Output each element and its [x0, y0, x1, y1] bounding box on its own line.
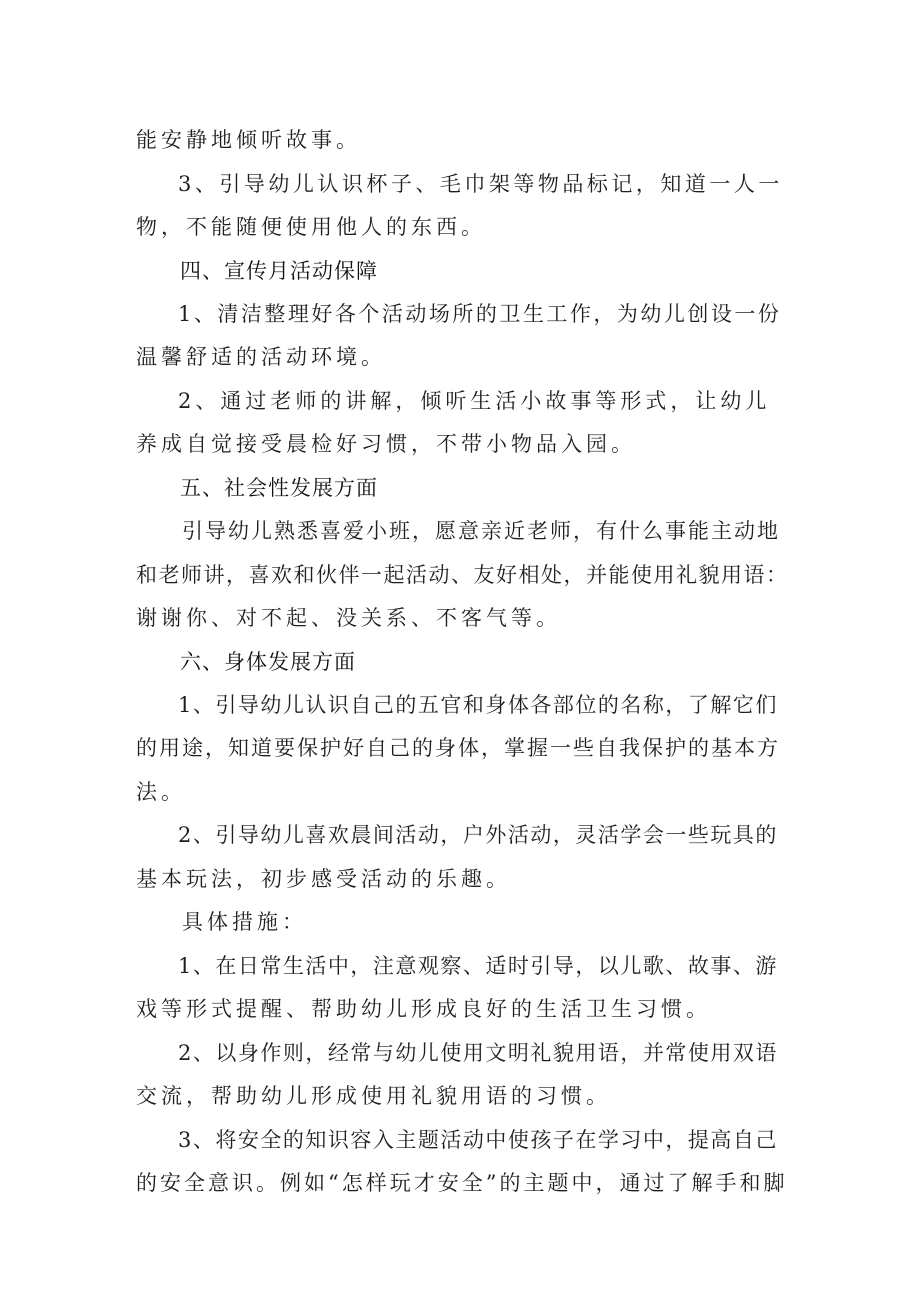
body-line: 1、引导幼儿认识自己的五官和身体各部位的名称，了解它们: [178, 693, 778, 717]
body-line: 和老师讲，喜欢和伙伴一起活动、友好相处，并能使用礼貌用语：: [136, 563, 789, 587]
body-line: 2、通过老师的讲解，倾听生活小故事等形式，让幼儿: [178, 389, 771, 413]
body-line: 基本玩法，初步感受活动的乐趣。: [136, 867, 511, 891]
section-heading: 四、宣传月活动保障: [180, 259, 378, 283]
body-line: 法。: [136, 780, 186, 804]
section-heading: 六、身体发展方面: [180, 650, 356, 674]
body-line: 的安全意识。例如“怎样玩才安全”的主题中，通过了解手和脚: [136, 1171, 788, 1195]
body-line: 引导幼儿熟悉喜爱小班，愿意亲近老师，有什么事能主动地: [182, 519, 780, 543]
body-line: 1、清洁整理好各个活动场所的卫生工作，为幼儿创设一份: [178, 302, 782, 326]
body-line: 养成自觉接受晨检好习惯，不带小物品入园。: [136, 432, 636, 456]
body-line: 1、在日常生活中，注意观察、适时引导，以儿歌、故事、游: [178, 954, 778, 978]
body-line: 戏等形式提醒、帮助幼儿形成良好的生活卫生习惯。: [136, 997, 711, 1021]
body-line: 2、引导幼儿喜欢晨间活动，户外活动，灵活学会一些玩具的: [178, 823, 778, 847]
body-line: 具体措施：: [182, 910, 307, 934]
body-line: 能安静地倾听故事。: [136, 128, 361, 152]
body-line: 2、以身作则，经常与幼儿使用文明礼貌用语，并常使用双语: [178, 1041, 778, 1065]
section-heading: 五、社会性发展方面: [180, 476, 378, 500]
body-line: 交流，帮助幼儿形成使用礼貌用语的习惯。: [136, 1084, 611, 1108]
body-line: 3、将安全的知识容入主题活动中使孩子在学习中，提高自己: [178, 1128, 778, 1152]
body-line: 3、引导幼儿认识杯子、毛巾架等物品标记，知道一人一: [178, 172, 783, 196]
body-line: 的用途，知道要保护好自己的身体，掌握一些自我保护的基本方: [136, 736, 780, 760]
body-line: 温馨舒适的活动环境。: [136, 345, 386, 369]
body-line: 谢谢你、对不起、没关系、不客气等。: [136, 606, 561, 630]
body-line: 物，不能随便使用他人的东西。: [136, 215, 486, 239]
